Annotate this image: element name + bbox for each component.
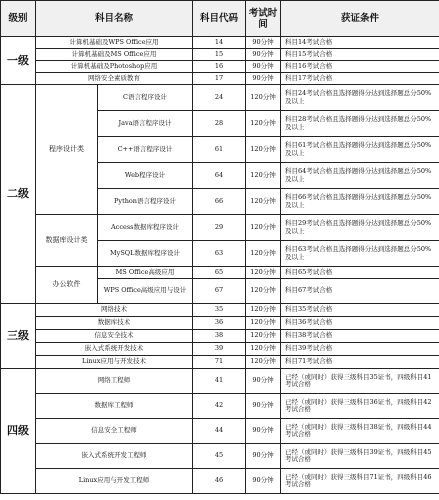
exam-time: 120分钟 — [246, 279, 281, 304]
subject-name: MS Office高级应用 — [98, 267, 193, 279]
subject-code: 24 — [193, 85, 246, 111]
subject-name: 网络安全素质教育 — [36, 73, 193, 85]
exam-time: 120分钟 — [246, 241, 281, 267]
category-cell: 数据库设计类 — [36, 215, 98, 267]
exam-time: 90分钟 — [246, 61, 281, 73]
subject-code: 64 — [193, 163, 246, 189]
certificate-condition: 科目71考试合格 — [281, 356, 439, 369]
exam-time: 120分钟 — [246, 215, 281, 241]
certificate-condition: 科目61考试合格且选择题得分达到选择题总分50%及以上 — [281, 137, 439, 163]
level-cell: 三级 — [1, 304, 36, 369]
category-cell: 程序设计类 — [36, 85, 98, 215]
subject-code: 17 — [193, 73, 246, 85]
subject-code: 38 — [193, 330, 246, 343]
subject-name: MySQL数据库程序设计 — [98, 241, 193, 267]
subject-name: 嵌入式系统开发工程师 — [36, 444, 193, 469]
subject-code: 14 — [193, 37, 246, 49]
subject-code: 71 — [193, 356, 246, 369]
subject-code: 65 — [193, 267, 246, 279]
exam-time: 120分钟 — [246, 304, 281, 317]
table-row — [1, 356, 439, 369]
subject-code: 42 — [193, 394, 246, 419]
subject-code: 61 — [193, 137, 246, 163]
table-row — [1, 469, 439, 494]
table-row — [1, 73, 439, 85]
subject-name: C语言程序设计 — [98, 85, 193, 111]
subject-code: 66 — [193, 189, 246, 215]
exam-time: 120分钟 — [246, 317, 281, 330]
subject-name: Java语言程序设计 — [98, 111, 193, 137]
certificate-condition: 科目38考试合格 — [281, 330, 439, 343]
exam-time: 120分钟 — [246, 137, 281, 163]
subject-name: 计算机基础及Photoshop应用 — [36, 61, 193, 73]
header-certificate-condition: 获证条件 — [281, 1, 439, 37]
certificate-condition: 已经（或同时）获得三级科目39证书，四级科目45考试合格 — [281, 444, 439, 469]
certificate-condition: 科目36考试合格 — [281, 317, 439, 330]
certificate-condition: 科目65考试合格 — [281, 267, 439, 279]
exam-time: 90分钟 — [246, 73, 281, 85]
subject-name: C++语言程序设计 — [98, 137, 193, 163]
subject-code: 44 — [193, 419, 246, 444]
subject-name: 计算机基础及WPS Office应用 — [36, 37, 193, 49]
certificate-condition: 科目67考试合格 — [281, 279, 439, 304]
certificate-condition: 已经（或同时）获得三级科目36证书，四级科目42考试合格 — [281, 394, 439, 419]
certificate-condition: 已经（或同时）获得三级科目38证书，四级科目44考试合格 — [281, 419, 439, 444]
table-row — [1, 267, 439, 279]
certificate-condition: 科目63考试合格且选择题得分达到选择题总分50%及以上 — [281, 241, 439, 267]
subject-name: WPS Office高级应用与设计 — [98, 279, 193, 304]
subject-code: 16 — [193, 61, 246, 73]
subject-name: 计算机基础及MS Office应用 — [36, 49, 193, 61]
header-subject-code: 科目代码 — [193, 1, 246, 37]
exam-time: 90分钟 — [246, 444, 281, 469]
header-subject-name: 科目名称 — [36, 1, 193, 37]
table-row — [1, 37, 439, 49]
certificate-condition: 科目15考试合格 — [281, 49, 439, 61]
exam-time: 90分钟 — [246, 394, 281, 419]
certificate-condition: 科目29考试合格且选择题得分达到选择题总分50%及以上 — [281, 215, 439, 241]
subject-code: 41 — [193, 369, 246, 394]
subject-code: 45 — [193, 444, 246, 469]
table-row — [1, 317, 439, 330]
exam-time: 120分钟 — [246, 163, 281, 189]
table-row — [1, 444, 439, 469]
level-cell: 四级 — [1, 369, 36, 494]
exam-time: 120分钟 — [246, 356, 281, 369]
subject-code: 15 — [193, 49, 246, 61]
subject-code: 29 — [193, 215, 246, 241]
exam-time: 120分钟 — [246, 189, 281, 215]
subject-code: 63 — [193, 241, 246, 267]
certificate-condition: 科目24考试合格且选择题得分达到选择题总分50%及以上 — [281, 85, 439, 111]
subject-name: Linux应用与开发技术 — [36, 356, 193, 369]
exam-time: 120分钟 — [246, 111, 281, 137]
subject-code: 46 — [193, 469, 246, 494]
table-row — [1, 394, 439, 419]
table-row — [1, 419, 439, 444]
subject-name: Access数据库程序设计 — [98, 215, 193, 241]
certificate-condition: 科目39考试合格 — [281, 343, 439, 356]
certificate-condition: 科目28考试合格且选择题得分达到选择题总分50%及以上 — [281, 111, 439, 137]
certificate-condition: 科目64考试合格且选择题得分达到选择题总分50%及以上 — [281, 163, 439, 189]
certificate-condition: 科目16考试合格 — [281, 61, 439, 73]
certificate-condition: 科目35考试合格 — [281, 304, 439, 317]
header-level: 级别 — [1, 1, 36, 37]
exam-time: 90分钟 — [246, 419, 281, 444]
exam-time: 90分钟 — [246, 37, 281, 49]
header-row — [1, 1, 439, 37]
certificate-condition: 科目14考试合格 — [281, 37, 439, 49]
subject-name: 网络技术 — [36, 304, 193, 317]
subject-name: 数据库技术 — [36, 317, 193, 330]
exam-time: 120分钟 — [246, 343, 281, 356]
level-cell: 一级 — [1, 37, 36, 85]
level-cell: 二级 — [1, 85, 36, 304]
subject-name: 信息安全工程师 — [36, 419, 193, 444]
subject-name: 信息安全技术 — [36, 330, 193, 343]
table-row — [1, 215, 439, 241]
subject-name: Web程序设计 — [98, 163, 193, 189]
table-row — [1, 304, 439, 317]
subject-name: 数据库工程师 — [36, 394, 193, 419]
exam-time: 90分钟 — [246, 369, 281, 394]
category-cell: 办公软件 — [36, 267, 98, 304]
certificate-condition: 已经（或同时）获得三级科目71证书，四级科目46考试合格 — [281, 469, 439, 494]
subject-code: 36 — [193, 317, 246, 330]
subject-name: 网络工程师 — [36, 369, 193, 394]
subject-name: Linux应用与开发工程师 — [36, 469, 193, 494]
subject-code: 35 — [193, 304, 246, 317]
exam-time: 120分钟 — [246, 330, 281, 343]
table-row — [1, 343, 439, 356]
table-row — [1, 85, 439, 111]
table-row — [1, 49, 439, 61]
table-row — [1, 369, 439, 394]
exam-time: 90分钟 — [246, 49, 281, 61]
certificate-condition: 已经（或同时）获得三级科目35证书，四级科目41考试合格 — [281, 369, 439, 394]
subject-name: Python语言程序设计 — [98, 189, 193, 215]
subject-name: 嵌入式系统开发技术 — [36, 343, 193, 356]
certificate-condition: 科目17考试合格 — [281, 73, 439, 85]
header-exam-time: 考试时间 — [246, 1, 281, 37]
subject-code: 67 — [193, 279, 246, 304]
table-row — [1, 330, 439, 343]
table-row — [1, 61, 439, 73]
exam-time: 90分钟 — [246, 469, 281, 494]
certificate-condition: 科目66考试合格且选择题得分达到选择题总分50%及以上 — [281, 189, 439, 215]
subject-code: 28 — [193, 111, 246, 137]
exam-time: 120分钟 — [246, 85, 281, 111]
subject-code: 39 — [193, 343, 246, 356]
exam-time: 120分钟 — [246, 267, 281, 279]
